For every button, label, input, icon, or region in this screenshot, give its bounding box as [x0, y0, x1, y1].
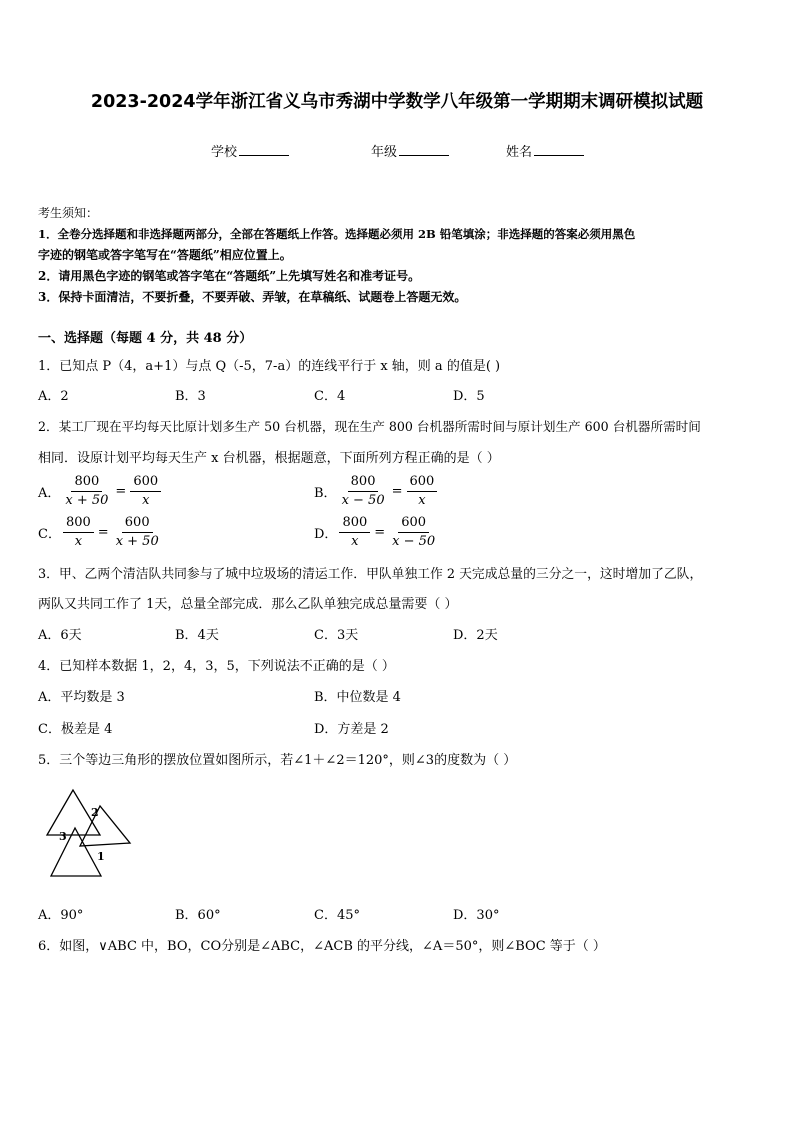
q1-option-d: D．5	[453, 389, 485, 404]
q1-option-a: A．2	[38, 389, 69, 404]
q3-option-b: B．4天	[175, 628, 219, 643]
q2-option-d: D． $\frac{800}{x}$ = $\frac{600}{x - 50}$	[314, 515, 436, 549]
school-field: 学校	[211, 141, 289, 160]
triangle-right	[80, 806, 130, 846]
q4-option-c: C．极差是 4	[38, 722, 113, 737]
q2-option-b: B． $\frac{800}{x - 50}$ = $\frac{600}{x}$	[314, 473, 439, 510]
q4-option-d: D．方差是 2	[314, 722, 389, 737]
notice-heading: 考生须知：	[38, 206, 99, 220]
q4-option-a: A．平均数是 3	[38, 690, 125, 705]
section-heading: 一、选择题（每题 4 分，共 48 分）	[38, 331, 253, 346]
question-1-stem: 1．已知点 P（4，a+1）与点 Q（-5，7-a）的连线平行于 x 轴，则 a 的值是( )	[38, 359, 501, 374]
question-3-stem-2: 两队又共同工作了 1天，总量全部完成．那么乙队单独完成总量需要（ ）	[38, 597, 458, 612]
q4-option-b: B．中位数是 4	[314, 690, 401, 705]
question-4-stem: 4．已知样本数据 1，2，4，3，5，下列说法不正确的是（ ）	[38, 659, 395, 674]
q2-option-a: A． $\frac{800}{x + 50}$ = $\frac{600}{x}$	[38, 473, 163, 510]
exam-notice	[38, 203, 758, 308]
q5-option-c: C．45°	[314, 908, 360, 923]
triangles-figure	[45, 788, 135, 883]
q5-option-d: D．30°	[453, 908, 500, 923]
question-3-stem-1: 3．甲、乙两个清洁队共同参与了城中垃圾场的清运工作．甲队单独工作 2 天完成总量的三分之一，这时增加了乙队，	[38, 567, 703, 582]
question-6-stem: 6．如图，∨ABC 中，BO，CO分别是∠ABC，∠ACB 的平分线，∠A＝50°，则∠BOC 等于（ ）	[38, 939, 606, 954]
page-title: 2023-2024学年浙江省义乌市秀湖中学数学八年级第一学期期末调研模拟试题	[90, 92, 704, 112]
question-2-stem-2: 相同．设原计划平均每天生产 x 台机器，根据题意，下面所列方程正确的是（ ）	[38, 451, 500, 466]
q3-option-d: D．2天	[453, 628, 498, 643]
name-field: 姓名	[506, 141, 584, 160]
notice-line-2: 2．请用黑色字迹的钢笔或答字笔在“答题纸”上先填写姓名和准考证号。	[38, 269, 421, 283]
notice-line-1b: 字迹的钢笔或答字笔写在“答题纸”相应位置上。	[38, 248, 292, 262]
q5-option-a: A．90°	[38, 908, 84, 923]
angle-label-3: 3	[59, 830, 67, 843]
q1-option-c: C．4	[314, 389, 346, 404]
q1-option-b: B．3	[175, 389, 206, 404]
question-5-stem: 5．三个等边三角形的摆放位置如图所示，若∠1＋∠2＝120°，则∠3的度数为（ ）	[38, 753, 517, 768]
grade-field: 年级	[371, 141, 449, 160]
question-2-stem-1: 2．某工厂现在平均每天比原计划多生产 50 台机器，现在生产 800 台机器所需时间与原计划生产 600 台机器所需时间	[38, 419, 701, 434]
notice-line-3: 3．保持卡面清洁，不要折叠，不要弄破、弄皱，在草稿纸、试题卷上答题无效。	[38, 290, 467, 304]
angle-label-2: 2	[91, 806, 99, 819]
q5-option-b: B．60°	[175, 908, 221, 923]
q3-option-a: A．6天	[38, 628, 82, 643]
angle-label-1: 1	[97, 850, 105, 863]
notice-line-1a: 1．全卷分选择题和非选择题两部分，全部在答题纸上作答。选择题必须用 2B 铅笔填涂；非选择题的答案必须用黑色	[38, 227, 636, 241]
q2-option-c: C． $\frac{800}{x}$ = $\frac{600}{x + 50}$	[38, 515, 159, 549]
q3-option-c: C．3天	[314, 628, 359, 643]
